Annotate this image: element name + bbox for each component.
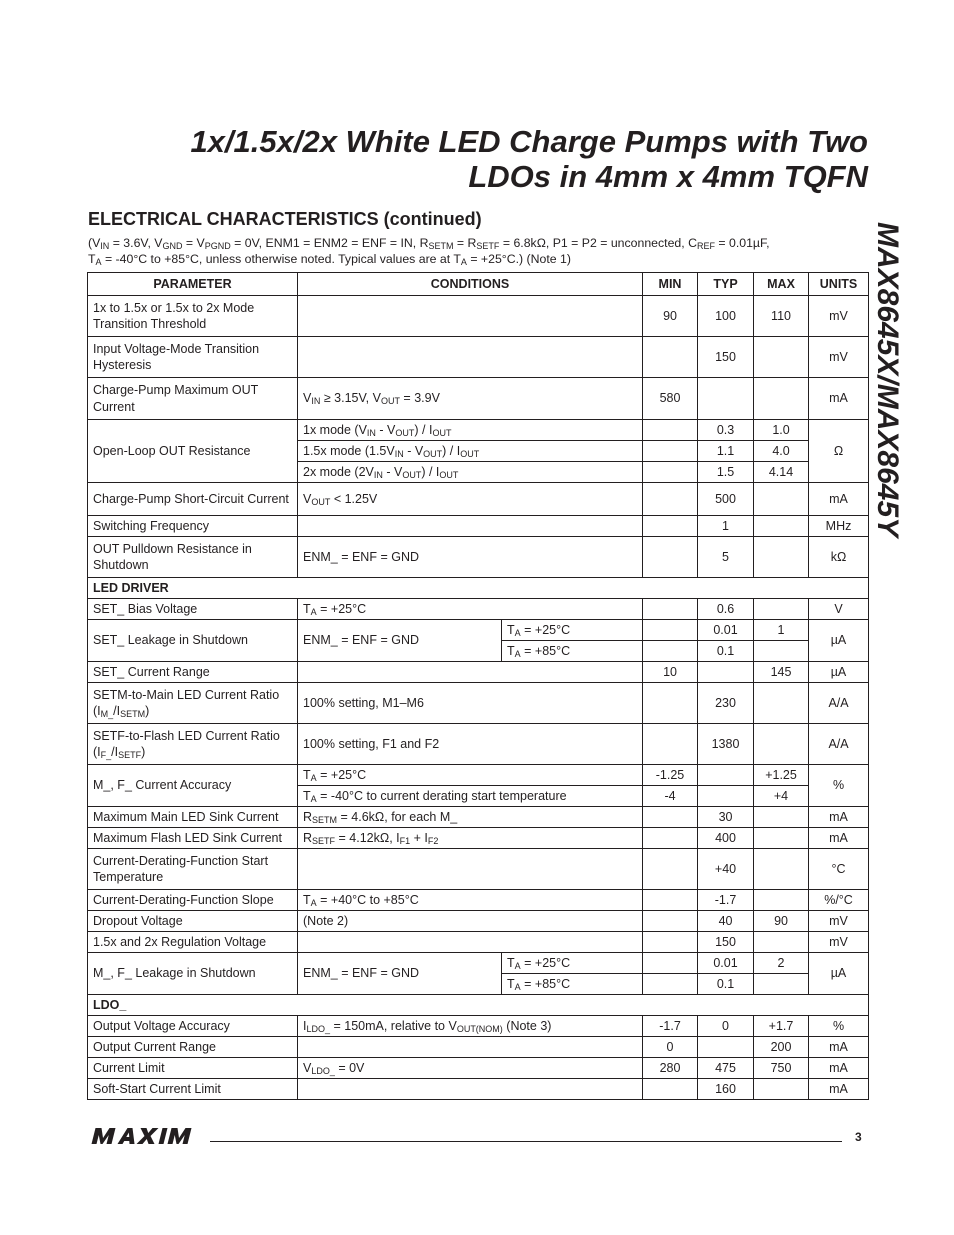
units-cell: mA xyxy=(809,807,869,828)
units-cell: kΩ xyxy=(809,537,869,578)
max-cell: 1 xyxy=(754,620,809,641)
max-cell xyxy=(754,378,809,420)
max-cell: 1.0 xyxy=(754,420,809,441)
param-cell: Current-Derating-Function Slope xyxy=(88,890,298,911)
table-row xyxy=(88,483,869,516)
units-cell: °C xyxy=(809,849,869,890)
units-cell: µA xyxy=(809,953,869,995)
max-cell xyxy=(754,724,809,765)
conditions-cell: ENM_ = ENF = GND xyxy=(298,953,502,995)
sub-conditions-cell: $T_A = +25^\circ C$ xyxy=(502,953,643,974)
param-cell: Charge-Pump Short-Circuit Current xyxy=(88,483,298,516)
table-row xyxy=(88,420,869,441)
conditions-cell xyxy=(298,296,643,337)
min-cell xyxy=(643,483,698,516)
param-cell: SET_ Current Range xyxy=(88,662,298,683)
min-cell: 580 xyxy=(643,378,698,420)
header-parameter: PARAMETER xyxy=(88,273,298,296)
units-cell: mA xyxy=(809,1058,869,1079)
header-conditions: CONDITIONS xyxy=(298,273,643,296)
section-heading: LED DRIVER xyxy=(88,578,869,599)
param-cell: Dropout Voltage xyxy=(88,911,298,932)
header-units: UNITS xyxy=(809,273,869,296)
conditions-cell: $T_A = +25^\circ C$ xyxy=(298,599,643,620)
min-cell xyxy=(643,599,698,620)
typ-cell: 160 xyxy=(698,1079,754,1100)
typ-cell: 1 xyxy=(698,516,754,537)
max-cell xyxy=(754,1079,809,1100)
min-cell xyxy=(643,953,698,974)
param-cell: Output Current Range xyxy=(88,1037,298,1058)
max-cell: 200 xyxy=(754,1037,809,1058)
table-row xyxy=(88,932,869,953)
units-cell: mV xyxy=(809,296,869,337)
table-row xyxy=(88,828,869,849)
conditions-cell xyxy=(298,337,643,378)
max-cell: 2 xyxy=(754,953,809,974)
conditions-cell xyxy=(298,516,643,537)
min-cell xyxy=(643,890,698,911)
max-cell xyxy=(754,828,809,849)
conditions-cell: $T_A = -40^\circ C$ to current derating start temperature xyxy=(298,786,643,807)
units-cell: mA xyxy=(809,1037,869,1058)
conditions-cell: $R_{SETF} = 4.12k\Omega$, $I_{F1} + I_{F2}$ xyxy=(298,828,643,849)
conditions-cell: $V_{IN} \ge 3.15V$, $V_{OUT} = 3.9V$ xyxy=(298,378,643,420)
typ-cell xyxy=(698,378,754,420)
max-cell xyxy=(754,337,809,378)
param-cell: Input Voltage-Mode Transition Hysteresis xyxy=(88,337,298,378)
sub-conditions-cell: $T_A = +25^\circ C$ xyxy=(502,620,643,641)
typ-cell: 475 xyxy=(698,1058,754,1079)
param-cell: SET_ Bias Voltage xyxy=(88,599,298,620)
section-title: ELECTRICAL CHARACTERISTICS (continued) xyxy=(88,209,482,229)
table-row xyxy=(88,662,869,683)
min-cell xyxy=(643,932,698,953)
max-cell: 750 xyxy=(754,1058,809,1079)
table-row xyxy=(88,683,869,724)
min-cell: 0 xyxy=(643,1037,698,1058)
typ-cell: 0.1 xyxy=(698,974,754,995)
min-cell xyxy=(643,828,698,849)
test-conditions xyxy=(88,235,878,267)
typ-cell: 1.5 xyxy=(698,462,754,483)
typ-cell: 5 xyxy=(698,537,754,578)
param-cell: Maximum Flash LED Sink Current xyxy=(88,828,298,849)
max-cell: 110 xyxy=(754,296,809,337)
typ-cell: 230 xyxy=(698,683,754,724)
table-row xyxy=(88,599,869,620)
units-cell: %/°C xyxy=(809,890,869,911)
max-cell xyxy=(754,641,809,662)
table-row xyxy=(88,890,869,911)
conditions-cell xyxy=(298,932,643,953)
max-cell xyxy=(754,537,809,578)
table-row xyxy=(88,537,869,578)
table-row xyxy=(88,724,869,765)
table-row xyxy=(88,1079,869,1100)
max-cell xyxy=(754,849,809,890)
typ-cell: 0.3 xyxy=(698,420,754,441)
units-cell: mA xyxy=(809,483,869,516)
conditions-cell xyxy=(298,1037,643,1058)
typ-cell: 0.01 xyxy=(698,953,754,974)
conditions-cell: (Note 2) xyxy=(298,911,643,932)
units-cell: MHz xyxy=(809,516,869,537)
min-cell xyxy=(643,462,698,483)
title-line-2: LDOs in 4mm x 4mm TQFN xyxy=(468,159,868,194)
test-conditions-line-2: $T_A = -40^\circ C$ to +85°C, unless otherwise noted. Typical values are at $T_A = +25^\circ C$.) (Note 1) xyxy=(88,252,571,267)
typ-cell xyxy=(698,1037,754,1058)
min-cell xyxy=(643,337,698,378)
param-cell: 1.5x and 2x Regulation Voltage xyxy=(88,932,298,953)
min-cell xyxy=(643,724,698,765)
page-number: 3 xyxy=(855,1130,862,1144)
units-cell: Ω xyxy=(809,420,869,483)
typ-cell xyxy=(698,765,754,786)
max-cell: +4 xyxy=(754,786,809,807)
units-cell: % xyxy=(809,765,869,807)
typ-cell: 1.1 xyxy=(698,441,754,462)
conditions-cell: 2x mode $(2V_{IN} - V_{OUT}) / I_{OUT}$ xyxy=(298,462,643,483)
param-cell: Current-Derating-Function Start Temperature xyxy=(88,849,298,890)
part-number-sidebar xyxy=(871,222,934,592)
typ-cell xyxy=(698,786,754,807)
conditions-cell: $R_{SETM} = 4.6k\Omega$, for each M_ xyxy=(298,807,643,828)
typ-cell: 0 xyxy=(698,1016,754,1037)
max-cell: 145 xyxy=(754,662,809,683)
min-cell xyxy=(643,683,698,724)
typ-cell: 0.6 xyxy=(698,599,754,620)
part-number: MAX8645X/MAX8645Y xyxy=(871,222,904,538)
min-cell: -4 xyxy=(643,786,698,807)
conditions-cell: ENM_ = ENF = GND xyxy=(298,620,502,662)
section-heading: LDO_ xyxy=(88,995,869,1016)
table-header-row xyxy=(88,273,869,296)
min-cell xyxy=(643,420,698,441)
units-cell: mV xyxy=(809,911,869,932)
min-cell xyxy=(643,911,698,932)
conditions-cell: 100% setting, M1–M6 xyxy=(298,683,643,724)
max-cell: 90 xyxy=(754,911,809,932)
param-cell: SETF-to-Flash LED Current Ratio $(I_{F\_}/I_{SETF})$ xyxy=(88,724,298,765)
header-typ: TYP xyxy=(698,273,754,296)
typ-cell: 30 xyxy=(698,807,754,828)
test-conditions-line-1: ($V_{IN} = 3.6V$, $V_{GND} = V_{PGND} = 0V$, ENM1 = ENM2 = ENF = IN, $R_{SETM} = R_{SETF} = 6.8k\Omega$, P1 = P2 = unconnected, $C_{REF} = 0.01\mu F$, xyxy=(88,236,770,251)
conditions-cell xyxy=(298,849,643,890)
table-row xyxy=(88,620,869,641)
units-cell: µA xyxy=(809,662,869,683)
conditions-cell: $T_A = +25^\circ C$ xyxy=(298,765,643,786)
units-cell: A/A xyxy=(809,683,869,724)
max-cell xyxy=(754,932,809,953)
min-cell xyxy=(643,620,698,641)
header-max: MAX xyxy=(754,273,809,296)
typ-cell: 150 xyxy=(698,932,754,953)
typ-cell: +40 xyxy=(698,849,754,890)
max-cell xyxy=(754,683,809,724)
conditions-cell: $I_{LDO\_} = 150mA$, relative to $V_{OUT(NOM)}$ (Note 3) xyxy=(298,1016,643,1037)
table-row xyxy=(88,807,869,828)
table-row xyxy=(88,378,869,420)
units-cell: mA xyxy=(809,828,869,849)
title-line-1: 1x/1.5x/2x White LED Charge Pumps with Two xyxy=(190,124,868,159)
conditions-cell: 1.5x mode $(1.5V_{IN} - V_{OUT}) / I_{OUT}$ xyxy=(298,441,643,462)
min-cell xyxy=(643,641,698,662)
typ-cell: 0.1 xyxy=(698,641,754,662)
conditions-cell: $T_A = +40^\circ C$ to +85°C xyxy=(298,890,643,911)
typ-cell: -1.7 xyxy=(698,890,754,911)
param-cell: M_, F_ Leakage in Shutdown xyxy=(88,953,298,995)
max-cell: +1.7 xyxy=(754,1016,809,1037)
conditions-cell xyxy=(298,662,643,683)
units-cell: V xyxy=(809,599,869,620)
param-cell: OUT Pulldown Resistance in Shutdown xyxy=(88,537,298,578)
min-cell xyxy=(643,849,698,890)
param-cell: Charge-Pump Maximum OUT Current xyxy=(88,378,298,420)
param-cell: Maximum Main LED Sink Current xyxy=(88,807,298,828)
typ-cell: 40 xyxy=(698,911,754,932)
param-cell: Open-Loop OUT Resistance xyxy=(88,420,298,483)
table-row xyxy=(88,911,869,932)
min-cell xyxy=(643,516,698,537)
typ-cell xyxy=(698,662,754,683)
units-cell: A/A xyxy=(809,724,869,765)
min-cell: 10 xyxy=(643,662,698,683)
min-cell: 280 xyxy=(643,1058,698,1079)
maxim-logo-mark xyxy=(88,1126,200,1148)
max-cell: +1.25 xyxy=(754,765,809,786)
max-cell xyxy=(754,890,809,911)
conditions-cell: ENM_ = ENF = GND xyxy=(298,537,643,578)
param-cell: M_, F_ Current Accuracy xyxy=(88,765,298,807)
min-cell xyxy=(643,537,698,578)
param-cell: 1x to 1.5x or 1.5x to 2x Mode Transition Threshold xyxy=(88,296,298,337)
conditions-cell: 100% setting, F1 and F2 xyxy=(298,724,643,765)
min-cell xyxy=(643,1079,698,1100)
units-cell: mA xyxy=(809,378,869,420)
conditions-cell xyxy=(298,1079,643,1100)
min-cell xyxy=(643,441,698,462)
electrical-characteristics-table xyxy=(87,272,869,1100)
conditions-cell: $V_{LDO\_} = 0V$ xyxy=(298,1058,643,1079)
page-title xyxy=(88,124,868,194)
min-cell: -1.7 xyxy=(643,1016,698,1037)
max-cell xyxy=(754,483,809,516)
min-cell: -1.25 xyxy=(643,765,698,786)
min-cell xyxy=(643,974,698,995)
param-cell: SET_ Leakage in Shutdown xyxy=(88,620,298,662)
max-cell xyxy=(754,807,809,828)
max-cell: 4.0 xyxy=(754,441,809,462)
units-cell: mA xyxy=(809,1079,869,1100)
footer-rule xyxy=(210,1141,842,1142)
max-cell xyxy=(754,516,809,537)
table-row xyxy=(88,337,869,378)
param-cell: Output Voltage Accuracy xyxy=(88,1016,298,1037)
param-cell: Switching Frequency xyxy=(88,516,298,537)
param-cell: Soft-Start Current Limit xyxy=(88,1079,298,1100)
param-cell: SETM-to-Main LED Current Ratio $(I_{M\_}/I_{SETM})$ xyxy=(88,683,298,724)
table-row xyxy=(88,296,869,337)
table-row xyxy=(88,1037,869,1058)
typ-cell: 500 xyxy=(698,483,754,516)
table-row xyxy=(88,1058,869,1079)
min-cell: 90 xyxy=(643,296,698,337)
max-cell xyxy=(754,974,809,995)
conditions-cell: 1x mode $(V_{IN} - V_{OUT}) / I_{OUT}$ xyxy=(298,420,643,441)
param-cell: Current Limit xyxy=(88,1058,298,1079)
units-cell: µA xyxy=(809,620,869,662)
table-row xyxy=(88,1016,869,1037)
maxim-logo xyxy=(88,1126,200,1153)
typ-cell: 150 xyxy=(698,337,754,378)
table-row xyxy=(88,953,869,974)
min-cell xyxy=(643,807,698,828)
typ-cell: 400 xyxy=(698,828,754,849)
units-cell: mV xyxy=(809,337,869,378)
table-row xyxy=(88,516,869,537)
max-cell xyxy=(754,599,809,620)
header-min: MIN xyxy=(643,273,698,296)
section-row-ldo xyxy=(88,995,869,1016)
section-row-led-driver xyxy=(88,578,869,599)
units-cell: mV xyxy=(809,932,869,953)
table-row xyxy=(88,849,869,890)
conditions-cell: $V_{OUT} < 1.25V$ xyxy=(298,483,643,516)
sub-conditions-cell: $T_A = +85^\circ C$ xyxy=(502,641,643,662)
sub-conditions-cell: $T_A = +85^\circ C$ xyxy=(502,974,643,995)
units-cell: % xyxy=(809,1016,869,1037)
typ-cell: 100 xyxy=(698,296,754,337)
typ-cell: 0.01 xyxy=(698,620,754,641)
table-row xyxy=(88,765,869,786)
max-cell: 4.14 xyxy=(754,462,809,483)
typ-cell: 1380 xyxy=(698,724,754,765)
